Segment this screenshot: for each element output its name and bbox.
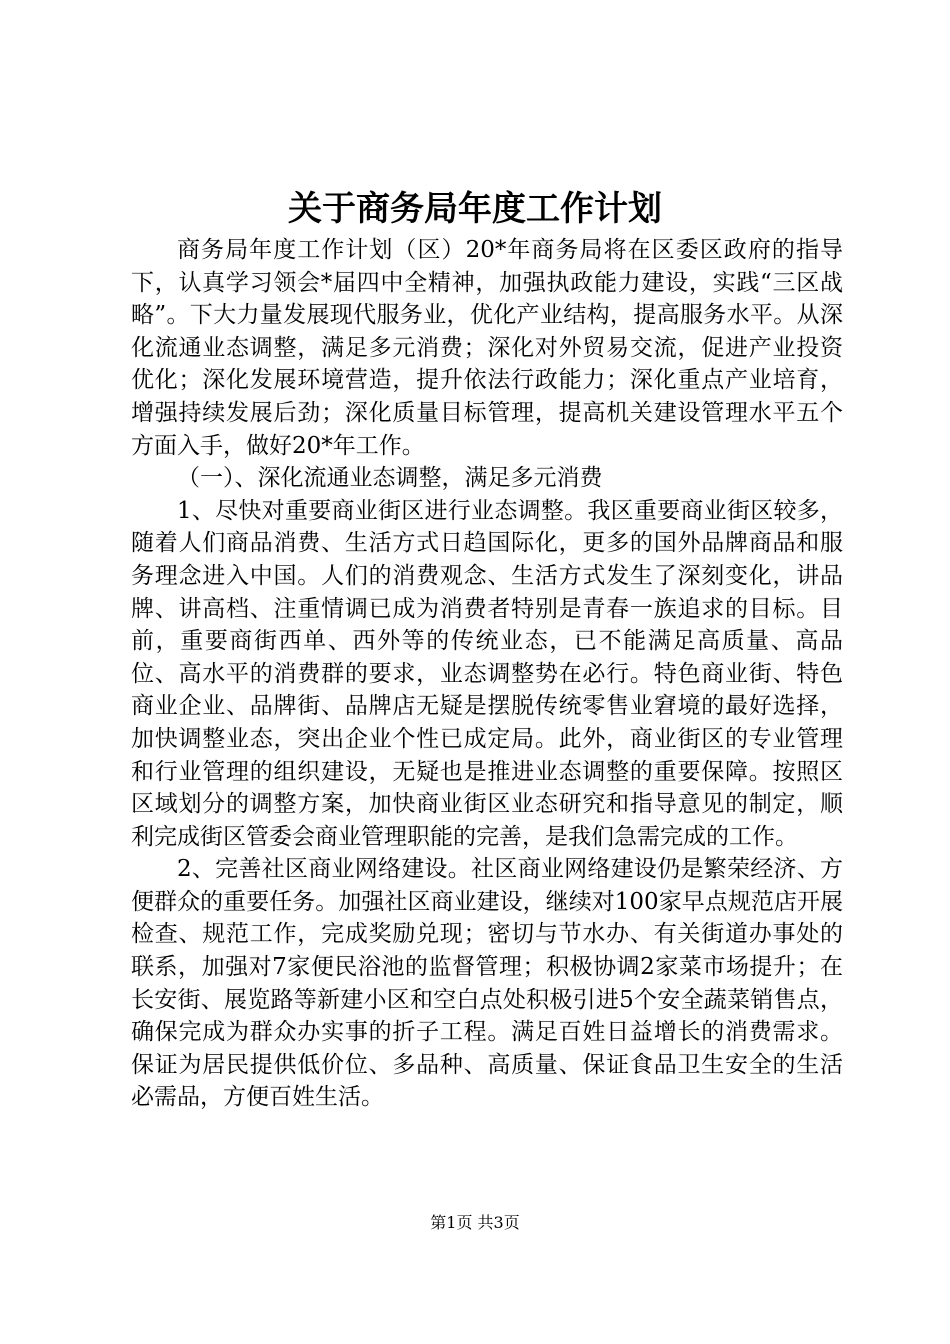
item-1-paragraph: 1、尽快对重要商业街区进行业态调整。我区重要商业街区较多，随着人们商品消费、生活方式日趋国际化，更多的国外品牌商品和服务理念进入中国。人们的消费观念、生活方式发生了深刻变化，讲品牌、讲高档、注重情调已成为消费者特别是青春一族追求的目标。目前，重要商街西单、西外等的传统业态，已不能满足高质量、高品位、高水平的消费群的要求，业态调整势在必行。特色商业街、特色商业企业、品牌街、品牌店无疑是摆脱传统零售业窘境的最好选择，加快调整业态，突出企业个性已成定局。此外，商业街区的专业管理和行业管理的组织建设，无疑也是推进业态调整的重要保障。按照区区域划分的调整方案，加快商业街区业态研究和指导意见的制定，顺利完成街区管委会商业管理职能的完善，是我们急需完成的工作。 <box>131 497 843 850</box>
intro-paragraph: 商务局年度工作计划（区）20*年商务局将在区委区政府的指导下，认真学习领会*届四中全精神，加强执政能力建设，实践“三区战略”。下大力量发展现代服务业，优化产业结构，提高服务水平。从深化流通业态调整，满足多元消费；深化对外贸易交流，促进产业投资优化；深化发展环境营造，提升依法行政能力；深化重点产业培育，增强持续发展后劲；深化质量目标管理，提高机关建设管理水平五个方面入手，做好20*年工作。 <box>131 237 843 459</box>
section-heading: （一）、深化流通业态调整，满足多元消费 <box>177 465 603 492</box>
page-footer: 第1页 共3页 <box>430 1213 520 1232</box>
document-body <box>131 234 843 1114</box>
document-title: 关于商务局年度工作计划 <box>288 189 662 229</box>
item-2-paragraph: 2、完善社区商业网络建设。社区商业网络建设仍是繁荣经济、方便群众的重要任务。加强社区商业建设，继续对100家早点规范店开展检查、规范工作，完成奖励兑现；密切与节水办、有关街道办事处的联系，加强对7家便民浴池的监督管理；积极协调2家菜市场提升；在长安街、展览路等新建小区和空白点处积极引进5个安全蔬菜销售点，确保完成为群众办实事的折子工程。满足百姓日益增长的消费需求。保证为居民提供低价位、多品种、高质量、保证食品卫生安全的生活必需品，方便百姓生活。 <box>131 856 843 1111</box>
